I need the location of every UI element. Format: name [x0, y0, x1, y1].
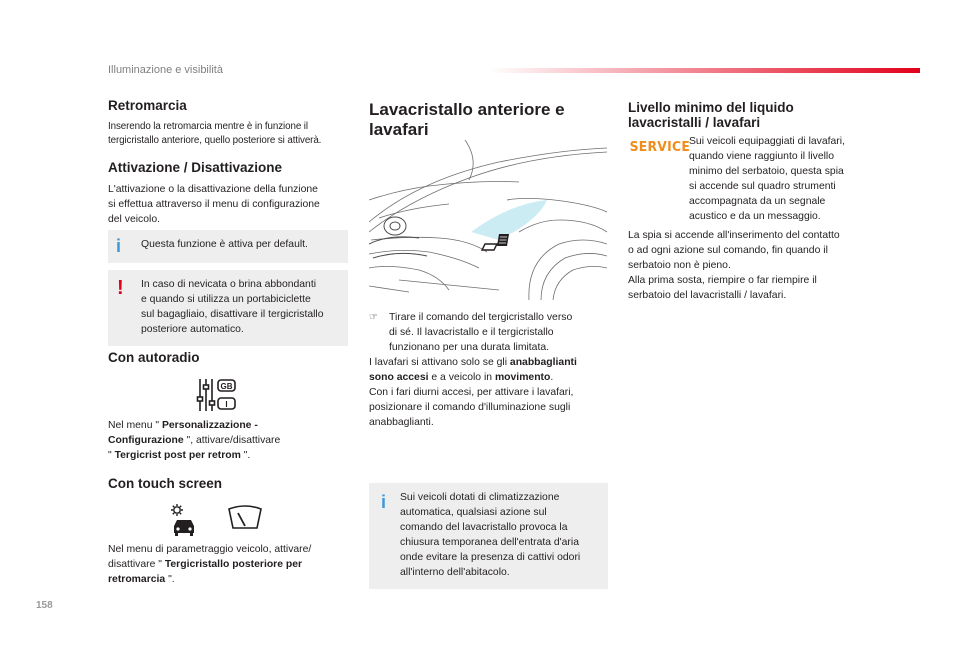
info-box-default [108, 230, 348, 263]
header-accent-bar [488, 68, 920, 73]
service-warning-icon: SERVICE [629, 140, 691, 155]
warning-box-text: In caso di nevicata o brina abbondanti e quando si utilizza un portabiciclette sul bagagliaio, disattivare il tergicristallo posteriore automatico. [141, 279, 324, 335]
attivazione-heading: Attivazione / Disattivazione [108, 160, 283, 175]
car-settings-icon [168, 502, 200, 536]
section-title: Illuminazione e visibilità [108, 64, 223, 76]
info-box-climatizzazione [369, 483, 608, 589]
livello-heading: Livello minimo del liquido lavacristalli / lavafari [628, 100, 794, 130]
warning-box [108, 270, 348, 346]
svg-text:GB: GB [220, 382, 233, 391]
attivazione-text: L'attivazione o la disattivazione della funzione si effettua attraverso il menu di configurazione del veicolo. [108, 184, 320, 225]
info-box-text: Questa funzione è attiva per default. [141, 239, 308, 250]
wiper-icon [227, 504, 263, 530]
car-front-illustration [369, 140, 607, 300]
page-number: 158 [36, 600, 53, 611]
service-text: Sui veicoli equipaggiati di lavafari, quando viene raggiunto il livello minimo del serbatoio, questa spia si accende sul quadro strumenti accompagnata da un segnale acustico e da un messaggio. [689, 136, 845, 222]
livello-paragraph: La spia si accende all'inserimento del contatto o ad ogni azione sul comando, fin quando il serbatoio non è pieno. Alla prima sosta, riempire o far riempire il serbatoio del lavacristalli / lavafari. [628, 230, 840, 301]
bullet-arrow-icon: ☞ [369, 312, 378, 323]
retromarcia-heading: Retromarcia [108, 98, 187, 113]
autoradio-heading: Con autoradio [108, 350, 200, 365]
lavacristallo-heading: Lavacristallo anteriore e lavafari [369, 100, 565, 139]
touch-screen-heading: Con touch screen [108, 476, 223, 491]
info-box-climatizzazione-text: Sui veicoli dotati di climatizzazione automatica, qualsiasi azione sul comando del lavacristallo provoca la chiusura temporanea dell'entrata d'aria onde evitare la presenza di cattivi odori all'interno dell'abitacolo. [400, 492, 581, 578]
radio-settings-icon [196, 377, 238, 413]
retromarcia-text: Inserendo la retromarcia mentre è in funzione il tergicristallo anteriore, quello posteriore si attiverà. [108, 121, 322, 146]
svg-text:I: I [225, 400, 228, 409]
info-icon: i [381, 492, 387, 512]
autoradio-text: Nel menu " Personalizzazione - Configurazione ", attivare/disattivare " Tergicrist post per retrom ". [108, 420, 281, 461]
lavacristallo-instructions: ☞ Tirare il comando del tergicristallo verso di sé. Il lavacristallo e il tergicristallo funzionano per una durata limitata. I lavafari si attivano solo se gli anabbaglianti sono accesi e a veicolo in movimento. Con i fari diurni accesi, per attivare i lavafari, posizionare il comando d'illuminazione sugli anabbaglianti. [369, 312, 577, 428]
warning-icon: ! [117, 277, 124, 299]
touch-screen-text: Nel menu di parametraggio veicolo, attivare/ disattivare " Tergicristallo posteriore per retromarcia ". [108, 544, 312, 585]
info-icon: i [116, 236, 122, 256]
